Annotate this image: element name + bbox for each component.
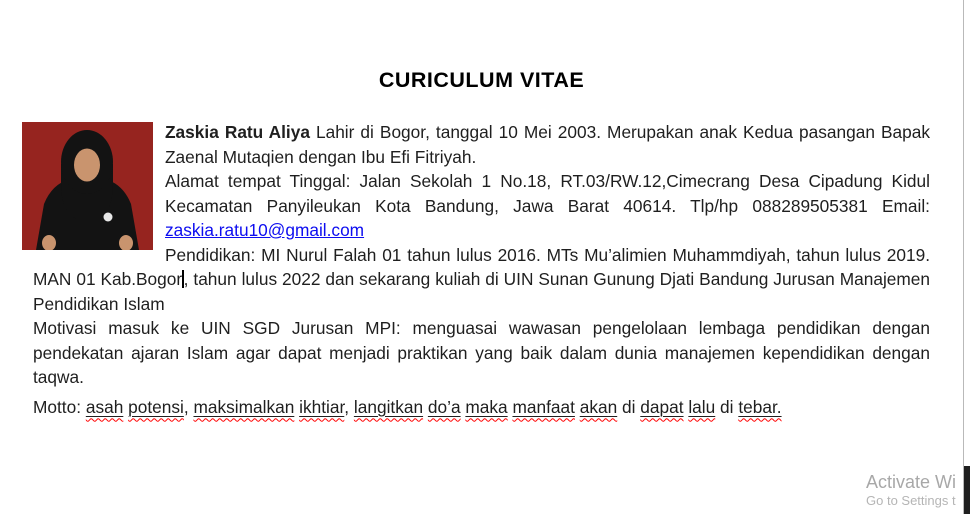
paragraph-bio — [33, 120, 930, 169]
motto-underlined-word: lalu — [688, 396, 716, 417]
cv-body — [33, 120, 930, 419]
person-name: Zaskia Ratu Aliya — [165, 122, 310, 142]
motto-underlined-word: do’a — [427, 396, 461, 417]
motivation-text: Motivasi masuk ke UIN SGD Jurusan MPI: menguasai wawasan pengelolaan lembaga pendidikan dengan pendekatan ajaran Islam agar dapat menjadi praktikan yang baik dalam dunia manajemen kependidikan dengan taqwa. — [33, 318, 930, 387]
watermark-line2: Go to Settings t — [866, 493, 956, 508]
motto-plain-text: di — [617, 396, 641, 417]
motto-label: Motto: — [33, 396, 86, 417]
paragraph-motivation — [33, 316, 930, 390]
email-link[interactable]: zaskia.ratu10@gmail.com — [165, 220, 365, 240]
window-edge-line — [963, 0, 964, 514]
motto-underlined-word: asah — [85, 396, 124, 417]
motto-underlined-word: langitkan — [353, 396, 424, 417]
motto-underlined-word: maka — [465, 396, 508, 417]
motto-underlined-word: maksimalkan — [193, 396, 295, 417]
motto-plain-text: di — [715, 396, 739, 417]
profile-photo[interactable] — [22, 122, 153, 250]
motto-underlined-word: manfaat — [512, 396, 575, 417]
face — [74, 149, 100, 182]
education-text-before-caret: Pendidikan: MI Nurul Falah 01 tahun lulus 2016. MTs Mu’alimien Muhammdiyah, tahun lulus 2019. MAN 01 Kab.Bogor — [33, 244, 930, 289]
motto-underlined-word: tebar. — [738, 396, 782, 417]
taskbar-fragment — [964, 466, 970, 514]
paragraph-motto — [33, 395, 930, 420]
motto-underlined-word: dapat — [640, 396, 684, 417]
watermark-line1: Activate Wi — [866, 472, 957, 492]
motto-underlined-word: potensi — [128, 396, 184, 417]
activate-windows-watermark — [866, 471, 956, 509]
paragraph-address — [33, 169, 930, 243]
education-text-after-caret: , tahun lulus 2022 dan sekarang kuliah di UIN Sunan Gunung Djati Bandung Jurusan Manajemen Pendidikan Islam — [33, 269, 931, 314]
motto-underlined-word: ikhtiar — [299, 396, 345, 417]
motto-underlined-word: akan — [579, 396, 618, 417]
address-text: Alamat tempat Tinggal: Jalan Sekolah 1 No.18, RT.03/RW.12,Cimecrang Desa Cipadung Kidul Kecamatan Panyileukan Kota Bandung, Jawa Barat 40614. Tlp/hp 088289505381 Email: — [165, 171, 930, 216]
blazer-badge — [104, 213, 113, 222]
motto-words — [86, 397, 782, 417]
profile-photo-image — [22, 122, 153, 250]
bio-text: Lahir di Bogor, tanggal 10 Mei 2003. Merupakan anak Kedua pasangan Bapak Zaenal Mutaqien dengan Ibu Efi Fitriyah. — [165, 122, 930, 167]
page-title: CURICULUM VITAE — [378, 68, 585, 92]
motto-plain-text: , — [183, 396, 194, 417]
paragraph-education — [33, 243, 930, 317]
motto-plain-text: , — [344, 396, 354, 417]
